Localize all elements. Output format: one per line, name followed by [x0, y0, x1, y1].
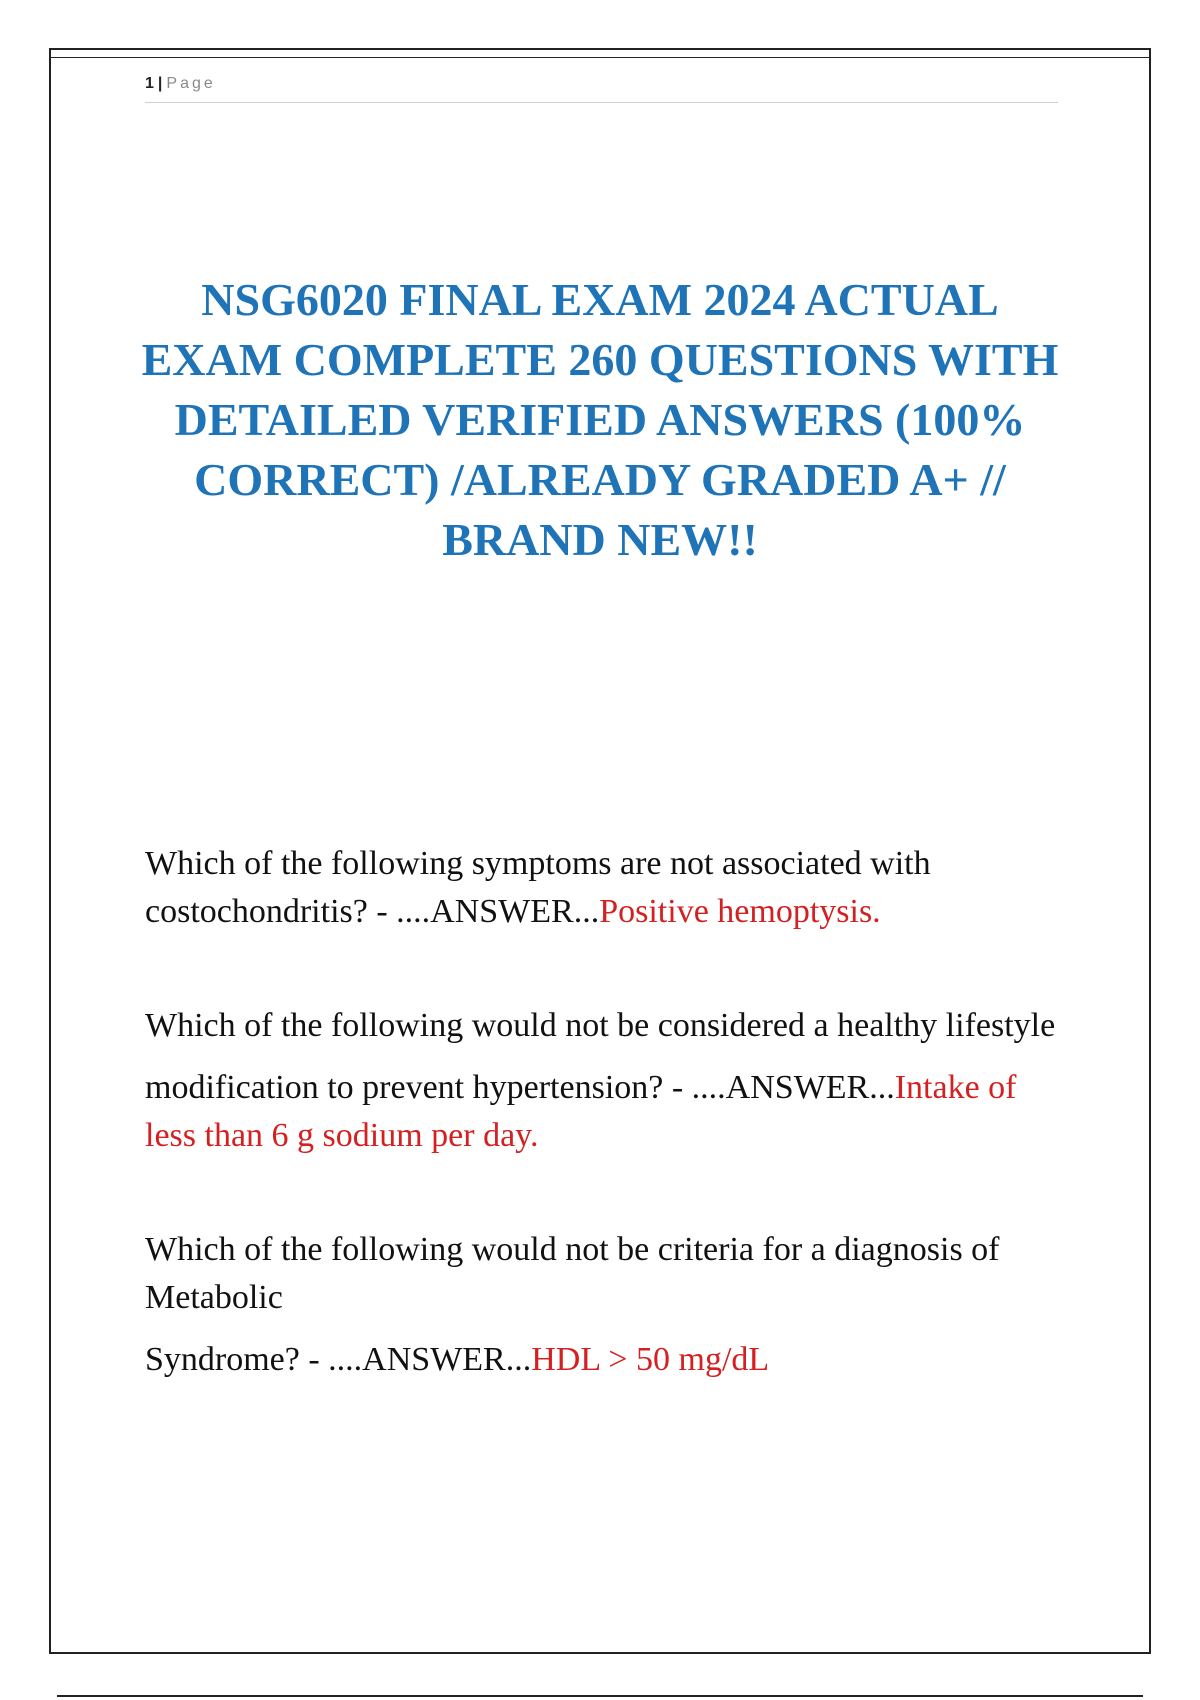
- question-item: [145, 840, 1065, 936]
- question-text: [145, 840, 1065, 936]
- page-header: [145, 72, 1058, 103]
- page-label: Page: [166, 75, 216, 92]
- question-line: modification to prevent hypertension? - ....ANSWER...: [145, 1069, 895, 1106]
- question-text: [145, 1002, 1065, 1050]
- answer-text: Intake of less than 6 g sodium per day.: [145, 1069, 1017, 1154]
- question-text: [145, 1226, 1065, 1322]
- page-separator: |: [157, 75, 163, 92]
- question-item: [145, 1002, 1065, 1160]
- bottom-divider: [57, 1695, 1143, 1697]
- question-item: [145, 1226, 1065, 1384]
- question-line: Which of the following symptoms are not associated with costochondritis? - ....ANSWER...: [145, 845, 931, 930]
- answer-text: HDL > 50 mg/dL: [531, 1341, 770, 1378]
- question-line: Which of the following would not be considered a healthy lifestyle: [145, 1007, 1056, 1044]
- question-line: Syndrome? - ....ANSWER...: [145, 1341, 532, 1378]
- question-text: [145, 1336, 1065, 1384]
- question-list: [145, 840, 1065, 1450]
- question-text: [145, 1064, 1065, 1160]
- question-line: Which of the following would not be criteria for a diagnosis of Metabolic: [145, 1231, 1000, 1316]
- page-number: 1: [145, 75, 154, 92]
- answer-text: Positive hemoptysis.: [599, 893, 881, 930]
- document-title: NSG6020 FINAL EXAM 2024 ACTUAL EXAM COMPLETE 260 QUESTIONS WITH DETAILED VERIFIED ANSWERS (100% CORRECT) /ALREADY GRADED A+ // BRAND NEW!!: [141, 274, 1059, 565]
